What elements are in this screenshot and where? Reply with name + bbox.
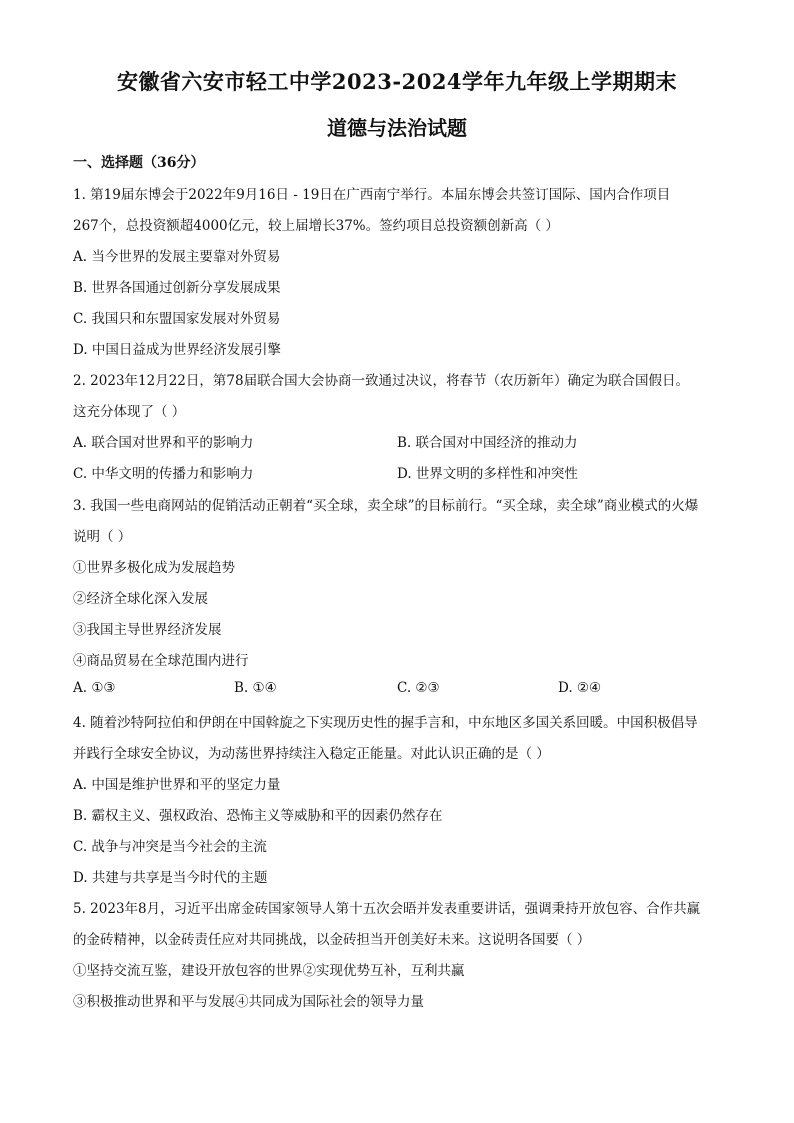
question-1-option-c: C. 我国只和东盟国家发展对外贸易	[73, 311, 281, 327]
question-5-stem-line1: 5. 2023年8月，习近平出席金砖国家领导人第十五次会晤并发表重要讲话，强调秉持开放包容、合作共赢	[73, 901, 701, 917]
question-4-option-a: A. 中国是维护世界和平的坚定力量	[73, 777, 281, 793]
question-2-option-b: B. 联合国对中国经济的推动力	[397, 435, 578, 451]
question-2-option-d: D. 世界文明的多样性和冲突性	[397, 466, 578, 482]
question-3-statement-4: ④商品贸易在全球范围内进行	[73, 653, 249, 669]
question-1-option-d: D. 中国日益成为世界经济发展引擎	[73, 342, 281, 358]
question-3-option-c: C. ②③	[397, 680, 440, 696]
question-4-option-d: D. 共建与共享是当今时代的主题	[73, 870, 268, 886]
question-2-stem-line2: 这充分体现了（ ）	[73, 404, 186, 420]
question-3-statement-2: ②经济全球化深入发展	[73, 591, 208, 607]
question-3-statement-3: ③我国主导世界经济发展	[73, 622, 222, 638]
question-3-stem-line1: 3. 我国一些电商网站的促销活动正朝着“买全球，卖全球”的目标前行。“买全球，卖全球”商业模式的火爆	[73, 498, 699, 514]
question-1-stem-line2: 267个，总投资额超4000亿元，较上届增长37%。签约项目总投资额创新高（ ）	[73, 218, 559, 234]
question-4-option-c: C. 战争与冲突是当今社会的主流	[73, 839, 267, 855]
question-3-statement-1: ①世界多极化成为发展趋势	[73, 560, 235, 576]
question-3-stem-line2: 说明（ ）	[73, 529, 132, 545]
question-4-option-b: B. 霸权主义、强权政治、恐怖主义等威胁和平的因素仍然存在	[73, 808, 443, 824]
question-4-stem-line2: 并践行全球安全协议，为动荡世界持续注入稳定正能量。对此认识正确的是（ ）	[73, 746, 550, 762]
question-5-statements-line1: ①坚持交流互鉴，建设开放包容的世界②实现优势互补，互利共赢	[73, 963, 465, 979]
question-4-stem-line1: 4. 随着沙特阿拉伯和伊朗在中国斡旋之下实现历史性的握手言和，中东地区多国关系回暖。中国积极倡导	[73, 715, 698, 731]
question-2-option-c: C. 中华文明的传播力和影响力	[73, 466, 254, 482]
question-2-option-a: A. 联合国对世界和平的影响力	[73, 435, 254, 451]
question-1-stem-line1: 1. 第19届东博会于2022年9月16日 - 19日在广西南宁举行。本届东博会共签订国际、国内合作项目	[73, 187, 671, 203]
question-5-statements-line2: ③积极推动世界和平与发展④共同成为国际社会的领导力量	[73, 994, 424, 1010]
question-3-option-a: A. ①③	[73, 680, 116, 696]
question-3-option-b: B. ①④	[234, 680, 277, 696]
question-2-stem-line1: 2. 2023年12月22日，第78届联合国大会协商一致通过决议，将春节（农历新年）确定为联合国假日。	[73, 373, 690, 389]
question-3-option-d: D. ②④	[558, 680, 602, 696]
question-5-stem-line2: 的金砖精神，以金砖责任应对共同挑战，以金砖担当开创美好未来。这说明各国要（ ）	[73, 932, 591, 948]
page-subtitle: 道德与法治试题	[327, 116, 467, 140]
question-1-option-a: A. 当今世界的发展主要靠对外贸易	[73, 249, 281, 265]
page-title: 安徽省六安市轻工中学2023-2024学年九年级上学期期末	[116, 69, 678, 94]
section-heading: 一、选择题（36分）	[73, 155, 205, 171]
question-1-option-b: B. 世界各国通过创新分享发展成果	[73, 280, 281, 296]
